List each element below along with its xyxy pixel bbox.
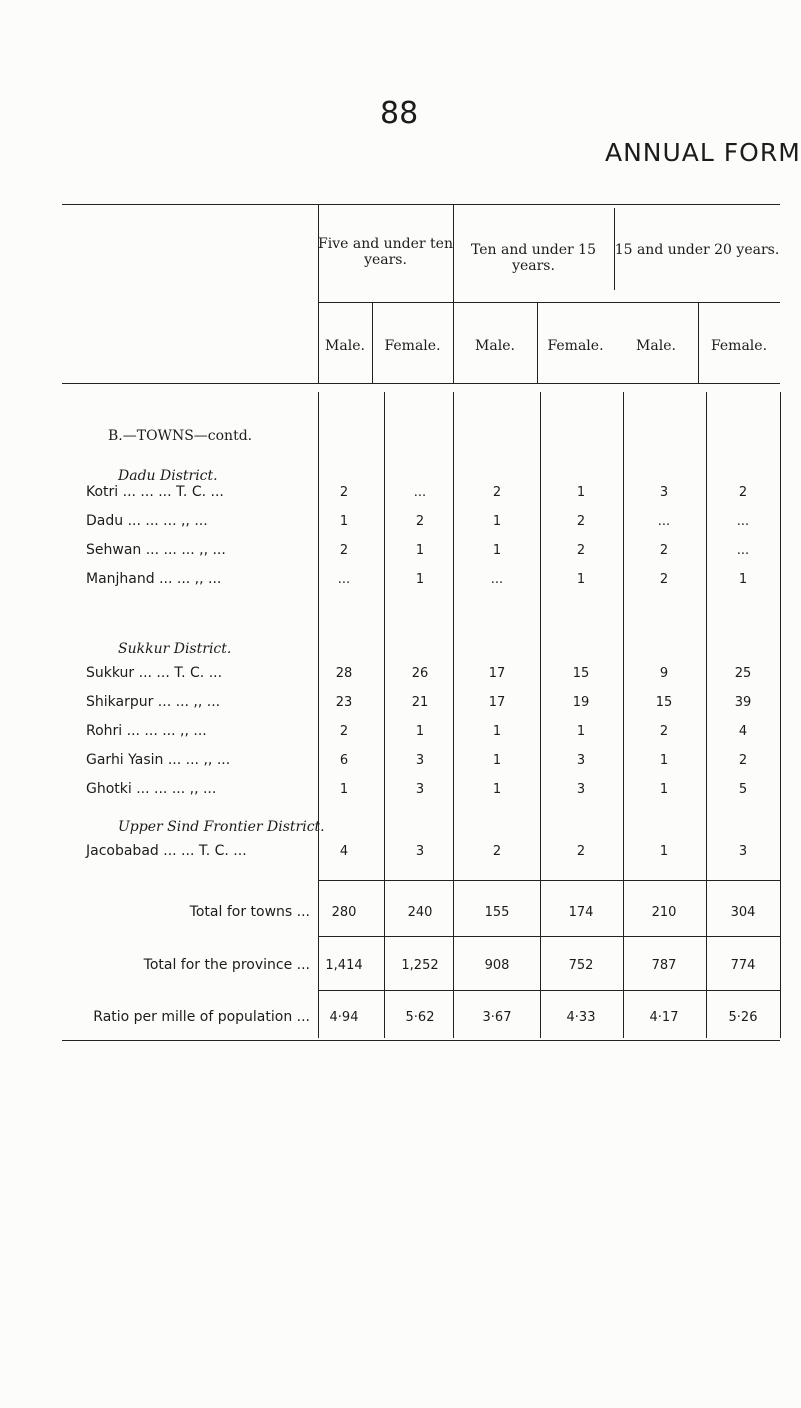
subheader-rule [318, 302, 780, 303]
totals-separator-rule [318, 936, 780, 937]
total-cell: 210 [651, 905, 677, 920]
column-group-heading: Ten and under 15 years. [470, 242, 596, 274]
column-subheading: Female. [710, 338, 768, 354]
town-row-label: Rohri ... ... ... ,, ... [86, 723, 207, 739]
header-bottom-rule [62, 383, 780, 384]
data-cell: 2 [492, 844, 502, 859]
data-cell: 2 [659, 543, 669, 558]
data-cell: 3 [576, 782, 586, 797]
data-cell: 2 [738, 753, 748, 768]
top-rule [62, 204, 780, 205]
body-column-rule [318, 392, 319, 1038]
district-name: Sukkur District. [118, 641, 232, 657]
data-cell: 2 [659, 572, 669, 587]
totals-separator-rule [318, 880, 780, 881]
data-cell: 2 [576, 844, 586, 859]
data-cell: 17 [488, 666, 506, 681]
total-cell: 5·62 [405, 1010, 435, 1025]
data-cell: 2 [738, 485, 748, 500]
data-cell: 3 [659, 485, 669, 500]
data-cell: 4 [339, 844, 349, 859]
town-row-label: Ghotki ... ... ... ,, ... [86, 781, 217, 797]
data-cell: 1 [576, 572, 586, 587]
body-column-rule [453, 392, 454, 1038]
data-cell: ... [657, 514, 671, 529]
data-cell: ... [490, 572, 504, 587]
data-cell: 2 [576, 514, 586, 529]
page-number: 88 [380, 96, 419, 131]
town-row-label: Manjhand ... ... ,, ... [86, 571, 222, 587]
data-cell: 15 [572, 666, 590, 681]
data-cell: 2 [339, 485, 349, 500]
data-cell: 1 [576, 724, 586, 739]
data-cell: 1 [492, 753, 502, 768]
total-row-label: Ratio per mille of population ... [93, 1009, 310, 1025]
total-cell: 155 [484, 905, 510, 920]
data-cell: 28 [335, 666, 353, 681]
data-cell: 1 [659, 782, 669, 797]
data-cell: 1 [492, 543, 502, 558]
data-cell: 2 [339, 724, 349, 739]
total-row-label: Total for towns ... [189, 904, 310, 920]
data-cell: ... [736, 543, 750, 558]
data-cell: 2 [576, 543, 586, 558]
data-cell: 1 [659, 844, 669, 859]
data-cell: 3 [415, 782, 425, 797]
data-cell: 9 [659, 666, 669, 681]
data-cell: ... [736, 514, 750, 529]
data-cell: 25 [734, 666, 752, 681]
total-cell: 908 [484, 958, 510, 973]
column-subheading: Male. [325, 338, 365, 354]
column-subheading: Female. [384, 338, 441, 354]
total-cell: 280 [331, 905, 357, 920]
total-cell: 3·67 [482, 1010, 512, 1025]
data-cell: 1 [415, 572, 425, 587]
town-row-label: Sukkur ... ... T. C. ... [86, 665, 223, 681]
data-cell: 3 [415, 753, 425, 768]
section-title: B.—TOWNS—contd. [108, 428, 253, 444]
total-cell: 304 [730, 905, 756, 920]
data-cell: 1 [415, 543, 425, 558]
data-cell: 1 [492, 514, 502, 529]
town-row-label: Kotri ... ... ... T. C. ... [86, 484, 224, 500]
body-column-rule [384, 392, 385, 1038]
body-column-rule [540, 392, 541, 1038]
data-cell: 1 [738, 572, 748, 587]
data-cell: 1 [492, 724, 502, 739]
total-cell: 1,252 [401, 958, 439, 973]
body-column-rule [780, 392, 781, 1038]
header-divider-1 [453, 204, 454, 383]
data-cell: 5 [738, 782, 748, 797]
district-name: Dadu District. [118, 468, 218, 484]
town-row-label: Shikarpur ... ... ,, ... [86, 694, 221, 710]
town-row-label: Jacobabad ... ... T. C. ... [86, 843, 247, 859]
column-group-heading: 15 and under 20 years. [614, 242, 780, 258]
body-column-rule [623, 392, 624, 1038]
total-cell: 174 [568, 905, 594, 920]
town-row-label: Sehwan ... ... ... ,, ... [86, 542, 226, 558]
data-cell: 6 [339, 753, 349, 768]
header-divider-0 [318, 204, 319, 383]
data-cell: 1 [659, 753, 669, 768]
data-cell: 1 [339, 514, 349, 529]
total-cell: 787 [651, 958, 677, 973]
data-cell: 1 [339, 782, 349, 797]
data-cell: 2 [659, 724, 669, 739]
data-cell: 39 [734, 695, 752, 710]
data-cell: 4 [738, 724, 748, 739]
column-subheading: Female. [547, 338, 604, 354]
data-cell: ... [337, 572, 351, 587]
town-row-label: Garhi Yasin ... ... ,, ... [86, 752, 231, 768]
data-cell: 1 [492, 782, 502, 797]
data-cell: 21 [411, 695, 429, 710]
total-cell: 4·17 [649, 1010, 679, 1025]
data-cell: 1 [415, 724, 425, 739]
total-cell: 774 [730, 958, 756, 973]
data-cell: 2 [415, 514, 425, 529]
column-subheading: Male. [636, 338, 676, 354]
form-title: ANNUAL FORM [605, 138, 801, 167]
data-cell: 19 [572, 695, 590, 710]
data-cell: 2 [492, 485, 502, 500]
total-cell: 4·94 [329, 1010, 359, 1025]
data-cell: 3 [576, 753, 586, 768]
column-group-heading: Five and under ten years. [318, 236, 453, 268]
town-row-label: Dadu ... ... ... ,, ... [86, 513, 208, 529]
data-cell: 26 [411, 666, 429, 681]
district-name: Upper Sind Frontier District. [118, 819, 325, 835]
total-cell: 752 [568, 958, 594, 973]
total-cell: 240 [407, 905, 433, 920]
data-cell: 23 [335, 695, 353, 710]
bottom-rule [62, 1040, 780, 1041]
data-cell: 15 [655, 695, 673, 710]
body-column-rule [706, 392, 707, 1038]
total-cell: 5·26 [728, 1010, 758, 1025]
data-cell: 3 [738, 844, 748, 859]
data-cell: 3 [415, 844, 425, 859]
total-row-label: Total for the province ... [143, 957, 310, 973]
total-cell: 4·33 [566, 1010, 596, 1025]
column-subheading: Male. [475, 338, 515, 354]
total-cell: 1,414 [325, 958, 363, 973]
totals-separator-rule [318, 990, 780, 991]
data-cell: ... [413, 485, 427, 500]
data-cell: 17 [488, 695, 506, 710]
data-cell: 2 [339, 543, 349, 558]
data-cell: 1 [576, 485, 586, 500]
